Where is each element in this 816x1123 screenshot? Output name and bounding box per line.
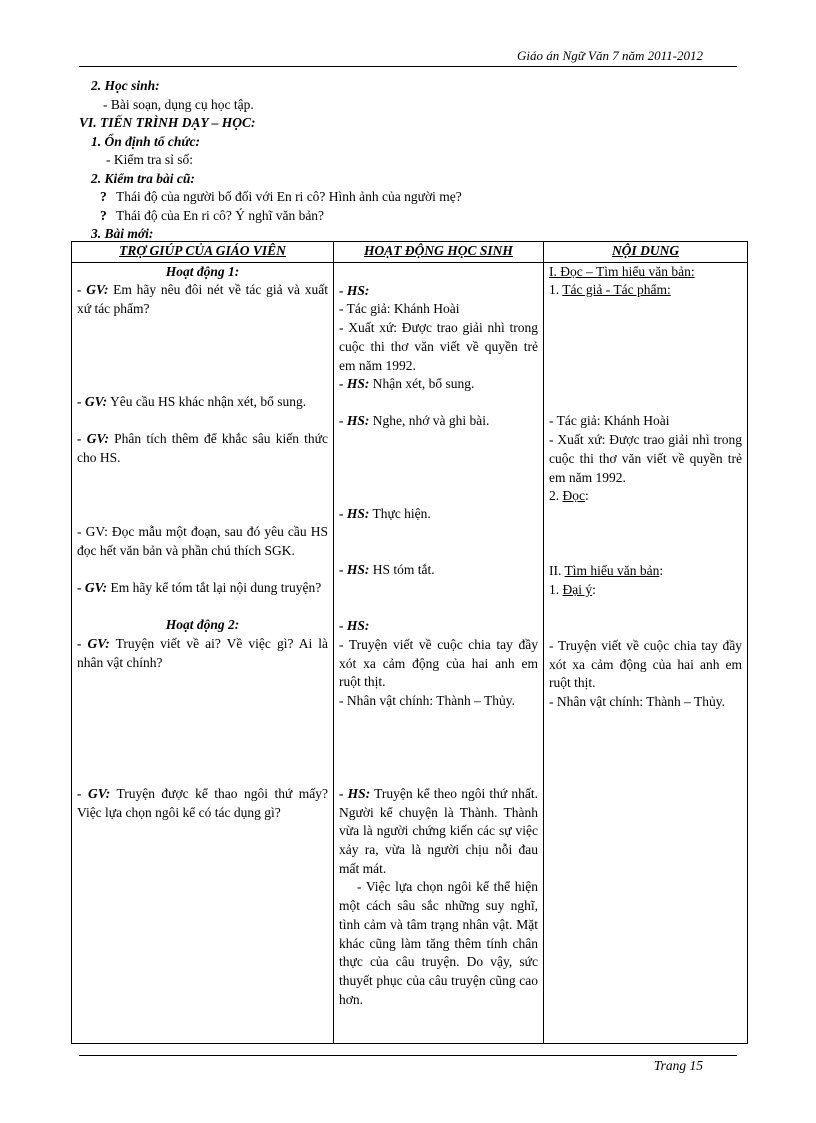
hs-step-2: - HS: Nhận xét, bổ sung. bbox=[339, 376, 475, 392]
gv-step-2: - GV: Yêu cầu HS khác nhận xét, bổ sung. bbox=[77, 394, 307, 410]
question-icon: ? bbox=[100, 207, 107, 223]
col-header-content: NỘI DUNG bbox=[544, 242, 748, 263]
student-column bbox=[334, 262, 544, 1043]
activity-2-heading: Hoạt động 2: bbox=[165, 617, 240, 633]
gv-step-6: - GV: Truyện viết về ai? Về việc gì? Ai là nhân vật chính? bbox=[77, 636, 328, 670]
question-1: ? Thái độ của người bố đối với En ri cô? Hình ảnh của người mẹ? bbox=[79, 188, 739, 207]
hs-6b: - Nhân vật chính: Thành – Thủy. bbox=[339, 692, 515, 708]
footer-divider bbox=[79, 1055, 737, 1056]
col-header-student: HOẠT ĐỘNG HỌC SINH bbox=[334, 242, 544, 263]
page-header: Giáo án Ngữ Văn 7 năm 2011-2012 bbox=[517, 48, 703, 63]
intro-section bbox=[79, 77, 739, 244]
gv-step-5: - GV: Em hãy kể tóm tắt lại nội dung truyện? bbox=[77, 580, 322, 596]
section-vi-heading: VI. TIẾN TRÌNH DẠY – HỌC: bbox=[79, 115, 256, 130]
hs-step-3: - HS: Nghe, nhớ và ghi bài. bbox=[339, 413, 490, 429]
hs-6a: - Truyện viết về cuộc chia tay đầy xót xa cảm động của hai anh em ruột thịt. bbox=[339, 636, 538, 690]
on-dinh-heading: 1. Ổn định tổ chức: bbox=[91, 133, 200, 149]
content-dai-y-b: - Nhân vật chính: Thành – Thủy. bbox=[549, 694, 725, 710]
col-header-teacher: TRỢ GIÚP CỦA GIÁO VIÊN bbox=[72, 242, 334, 263]
teacher-column bbox=[72, 262, 334, 1043]
page-number: Trang 15 bbox=[653, 1058, 703, 1073]
content-xuat-xu: - Xuất xứ: Được trao giải nhì trong cuộc thi thơ văn viết về quyền trẻ em năm 1992. bbox=[549, 432, 742, 485]
hs-7b: - Việc lựa chọn ngôi kể thể hiện một cách sâu sắc những suy nghĩ, tình cảm và tâm trạng nhân vật. Mặt khác cũng làm tăng thêm tính chân thực của câu truyện. Do vậy, sức thuyết phục của câu truyện cũng cao hơn. bbox=[339, 879, 538, 1007]
hs-1a: - Tác giả: Khánh Hoài bbox=[339, 301, 460, 317]
content-tac-gia: - Tác giả: Khánh Hoài bbox=[549, 413, 670, 429]
lesson-table bbox=[71, 241, 748, 1044]
section-1-1: 1. Tác giả - Tác phẩm: bbox=[549, 282, 671, 298]
hs-1b: - Xuất xứ: Được trao giải nhì trong cuộc thi thơ văn viết về quyền trẻ em năm 1992. bbox=[339, 320, 538, 373]
question-icon: ? bbox=[100, 189, 107, 204]
bai-moi-heading: 3. Bài mới: bbox=[91, 226, 154, 241]
gv-step-4: - GV: Đọc mẫu một đoạn, sau đó yêu cầu HS đọc hết văn bản và phần chú thích SGK. bbox=[77, 524, 328, 559]
content-column bbox=[544, 262, 748, 1043]
hoc-sinh-item: - Bài soạn, dụng cụ học tập. bbox=[103, 96, 254, 112]
gv-step-3: - GV: Phân tích thêm để khắc sâu kiến thức cho HS. bbox=[77, 431, 328, 466]
section-2-heading: II. Tìm hiểu văn bản: bbox=[549, 563, 664, 579]
hoc-sinh-heading: 2. Học sinh: bbox=[91, 78, 160, 93]
header-divider bbox=[79, 66, 737, 67]
question-2: ? Thái độ của En ri cô? Ý nghĩ văn bản? bbox=[79, 207, 739, 226]
gv-step-7: - GV: Truyện được kể thao ngôi thứ mấy? Việc lựa chọn ngôi kể có tác dụng gì? bbox=[77, 786, 328, 820]
hs-step-5: - HS: HS tóm tắt. bbox=[339, 562, 435, 578]
on-dinh-item: - Kiểm tra sỉ số: bbox=[106, 152, 193, 167]
content-dai-y-a: - Truyện viết về cuộc chia tay đầy xót xa cảm động của hai anh em ruột thịt. bbox=[549, 637, 742, 691]
kiem-tra-heading: 2. Kiểm tra bài cũ: bbox=[91, 170, 195, 186]
gv-step-1: - GV: Em hãy nêu đôi nét về tác giả và xuất xứ tác phẩm? bbox=[77, 282, 328, 317]
hs-step-7a: - HS: Truyện kể theo ngôi thứ nhất. Người kể chuyện là Thành. Thành vừa là người chứng kiến các sự việc xảy ra, vừa là người chịu nỗi đau mất mát. bbox=[339, 785, 538, 876]
activity-1-heading: Hoạt động 1: bbox=[165, 263, 240, 279]
hs-label: - HS: bbox=[339, 618, 370, 634]
hs-label: - HS: bbox=[339, 282, 370, 298]
hs-step-4: - HS: Thực hiện. bbox=[339, 506, 431, 522]
section-1-heading: I. Đọc – Tìm hiểu văn bản: bbox=[549, 263, 695, 279]
content-dai-y: 1. Đại ý: bbox=[549, 581, 596, 597]
content-doc: 2. Đọc: bbox=[549, 488, 589, 504]
